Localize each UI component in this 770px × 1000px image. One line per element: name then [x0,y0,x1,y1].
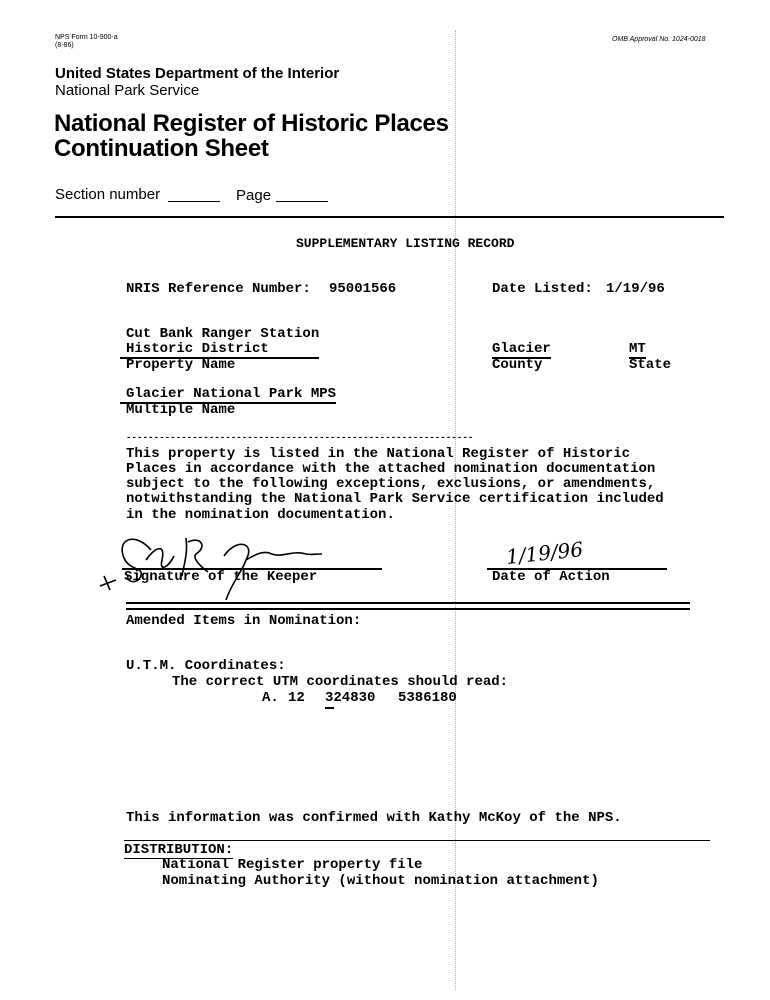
multiple-name-caption: Multiple Name [126,402,236,418]
page-subtitle: Continuation Sheet [54,135,269,162]
nris-label: NRIS Reference Number: [126,281,311,297]
date-of-action-caption: Date of Action [492,569,610,585]
service-name: National Park Service [55,82,200,99]
statement-line-4: notwithstanding the National Park Service certification included [126,491,664,507]
form-number: NPS Form 10-900-a [55,34,118,41]
signature-caption: Signature of the Keeper [124,569,318,585]
omb-approval: OMB Approval No. 1024-0018 [612,36,706,43]
utm-northing: 5386180 [398,690,457,706]
distribution-heading: DISTRIBUTION: [124,842,234,858]
date-listed-label: Date Listed: [492,281,593,297]
distribution-item-2: Nominating Authority (without nomination attachment) [162,873,599,889]
statement-line-2: Places in accordance with the attached nomination documentation [126,461,656,477]
state-caption: State [629,357,672,373]
handwritten-date: 1/19/96 [504,537,585,569]
state-value: MT [629,341,646,357]
page-fold-line [455,30,456,990]
keeper-signature [96,520,336,610]
property-name-line2: Historic District [120,341,319,359]
utm-easting: 324830 [325,690,376,706]
page-title: National Register of Historic Places [54,110,449,137]
utm-easting-underline [325,707,334,709]
dashed-rule: --------------------------------------------------------------- [126,432,474,443]
county-caption: County [492,357,543,373]
utm-zone: 12 [288,690,305,706]
record-heading: SUPPLEMENTARY LISTING RECORD [296,236,515,251]
form-date: (8-86) [55,42,74,49]
property-name-line1: Cut Bank Ranger Station [126,326,320,342]
distribution-item-1: National Register property file [162,857,423,873]
utm-heading: U.T.M. Coordinates: [126,658,286,674]
statement-line-1: This property is listed in the National Register of Historic [126,446,631,462]
page-blank [276,201,328,202]
county-value: Glacier [492,341,551,357]
department-name: United States Department of the Interior [55,65,340,82]
section-number-label: Section number [55,186,161,203]
utm-intro: The correct UTM coordinates should read: [172,674,509,690]
utm-point: A. [262,690,279,706]
nris-value: 95001566 [329,281,397,297]
page-label: Page [236,187,272,204]
section-number-blank [168,201,220,202]
statement-line-5: in the nomination documentation. [126,507,395,523]
date-listed-value: 1/19/96 [606,281,665,297]
confirmation-note: This information was confirmed with Kathy McKoy of the NPS. [126,810,622,826]
double-rule [126,602,690,610]
header-rule [55,216,724,218]
multiple-name-value: Glacier National Park MPS [120,386,336,404]
statement-line-3: subject to the following exceptions, exclusions, or amendments, [126,476,656,492]
distribution-rule [124,840,710,841]
amended-heading: Amended Items in Nomination: [126,613,362,629]
property-name-caption: Property Name [126,357,236,373]
